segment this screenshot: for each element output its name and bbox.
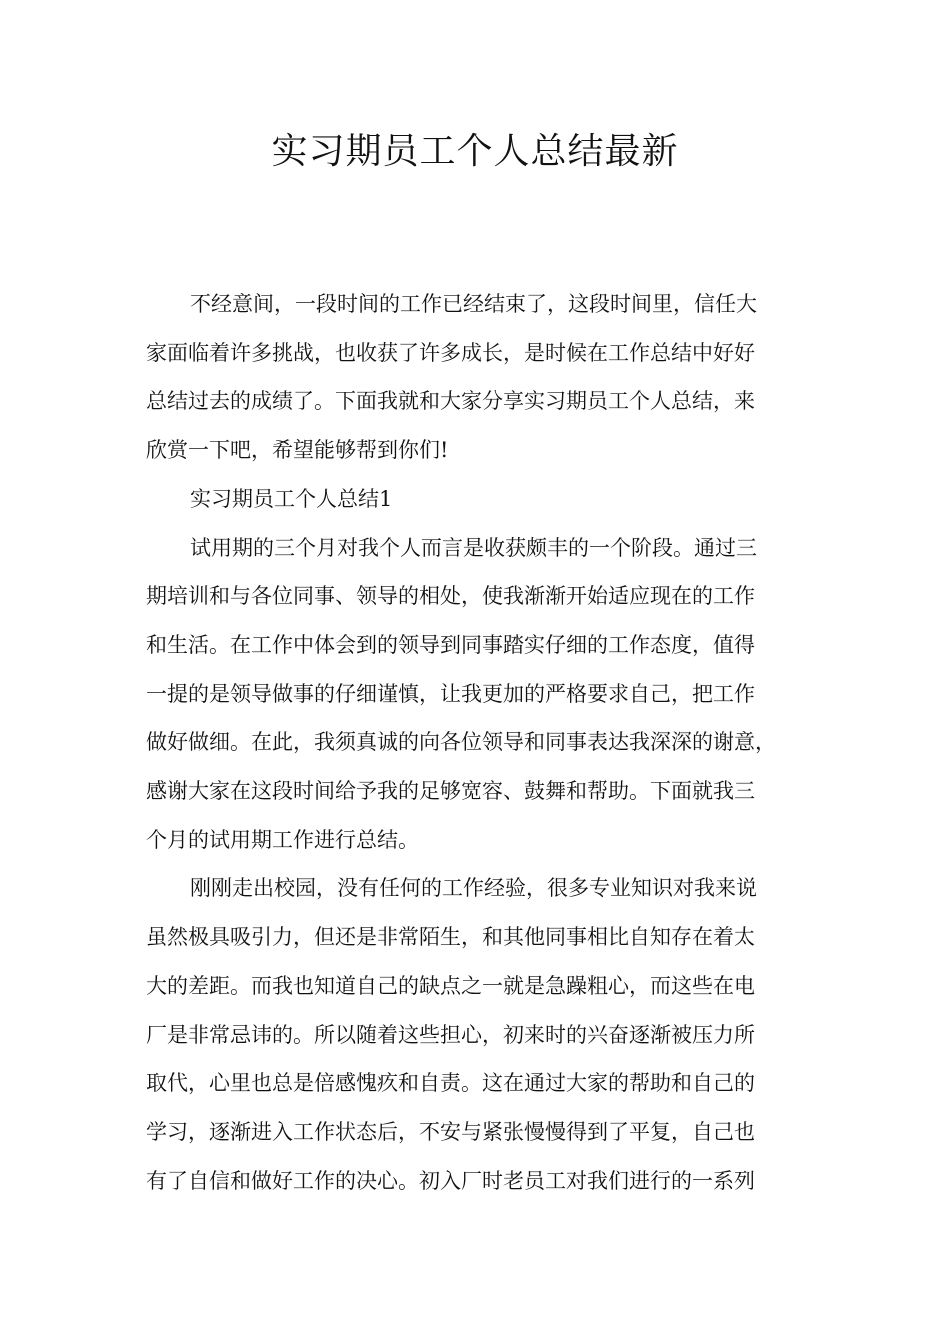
intro-paragraph: [146, 280, 810, 475]
text-line: 刚刚走出校园，没有任何的工作经验，很多专业知识对我来说: [190, 876, 757, 901]
text-line: 和生活。在工作中体会到的领导到同事踏实仔细的工作态度，值得: [146, 632, 755, 657]
text-line: 欣赏一下吧，希望能够帮到你们!: [146, 438, 449, 463]
text-line: 做好做细。在此，我须真诚的向各位领导和同事表达我深深的谢意，: [146, 730, 776, 755]
text-line: 总结过去的成绩了。下面我就和大家分享实习期员工个人总结，来: [146, 389, 755, 414]
text-line: 一提的是领导做事的仔细谨慎，让我更加的严格要求自己，把工作: [146, 681, 755, 706]
document-body: [146, 280, 810, 1205]
text-line: 个月的试用期工作进行总结。: [146, 827, 419, 852]
text-line: 厂是非常忌讳的。所以随着这些担心，初来时的兴奋逐渐被压力所: [146, 1022, 755, 1047]
text-line: 期培训和与各位同事、领导的相处，使我渐渐开始适应现在的工作: [146, 584, 755, 609]
text-line: 感谢大家在这段时间给予我的足够宽容、鼓舞和帮助。下面就我三: [146, 779, 755, 804]
text-line: 不经意间，一段时间的工作已经结束了，这段时间里，信任大: [190, 292, 757, 316]
body-paragraph: [146, 524, 810, 865]
text-line: 大的差距。而我也知道自己的缺点之一就是急躁粗心，而这些在电: [146, 973, 755, 998]
document-title: 实习期员工个人总结最新: [271, 131, 679, 172]
text-line: 学习，逐渐进入工作状态后，不安与紧张慢慢得到了平复，自己也: [146, 1119, 755, 1144]
text-line: 虽然极具吸引力，但还是非常陌生，和其他同事相比自知存在着太: [146, 925, 755, 950]
text-line: 试用期的三个月对我个人而言是收获颇丰的一个阶段。通过三: [190, 535, 757, 560]
text-line: 有了自信和做好工作的决心。初入厂时老员工对我们进行的一系列: [146, 1168, 755, 1193]
text-line: 取代，心里也总是倍感愧疚和自责。这在通过大家的帮助和自己的: [146, 1071, 755, 1096]
section-heading: 实习期员工个人总结1: [190, 486, 393, 511]
text-line: 家面临着许多挑战，也收获了许多成长，是时候在工作总结中好好: [146, 340, 755, 365]
body-paragraph: [146, 864, 810, 1205]
